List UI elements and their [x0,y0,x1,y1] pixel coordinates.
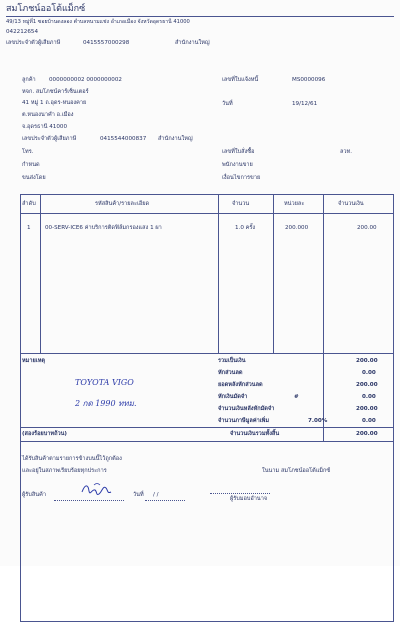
customer-tax-id: 0415544000837 [100,136,147,142]
handwritten-vehicle: TOYOTA VIGO [75,378,134,387]
customer-name: หจก. สมโภชน์คาร์เซ็นเตอร์ [22,89,89,95]
footer-date-label: วันที่ [133,492,144,498]
company-phone: 042212654 [6,29,39,35]
customer-address-2: ต.หนองนาคำ อ.เมือง [22,112,74,118]
total-label-discount: หักส่วนลด [218,370,243,376]
received-note-1: ได้รับสินค้าตามรายการข้างบนนี้ไว้ถูกต้อง [22,456,122,462]
on-behalf-of: ในนาม สมโภชน์ออโต้แม็กซ์ [262,468,331,474]
company-tax-label: เลขประจำตัวผู้เสียภาษี [6,40,61,46]
receiver-signature-line [54,500,124,501]
customer-branch: สำนักงานใหญ่ [158,136,193,142]
company-address: 49/13 หมู่ที่1 ซอยบ้านดงลอง ตำบลหนามแช่ง อำเภอเมือง จังหวัดอุดรธานี 41000 [6,19,190,25]
customer-tax-label: เลขประจำตัวผู้เสียภาษี [22,136,77,142]
total-value-deposit: 0.00 [362,394,376,400]
row-1-description: 00-SERV-ICE6 ค่าบริการติดฟิล์มกรองแสง 1 ผา [45,225,162,231]
receiver-label: ผู้รับสินค้า [22,492,46,498]
col-header-quantity: จำนวน [232,201,250,207]
col-header-amount: จำนวนเงิน [338,201,364,207]
header-divider [6,16,394,17]
date-line [145,500,185,501]
sales-terms-label: เงื่อนไขการขาย [222,175,261,181]
total-value-discount: 0.00 [362,370,376,376]
handwritten-plate: 2 กด 1990 ททม. [75,399,137,408]
total-label-after-discount: ยอดหลังหักส่วนลด [218,382,263,388]
company-name: สมโภชน์ออโต้แม็กซ์ [6,4,86,14]
total-label-vat: จำนวนภาษีมูลค่าเพิ่ม [218,418,270,424]
col-header-no: ลำดับ [22,201,36,207]
doc-number-label: เลขที่ใบแจ้งหนี้ [222,77,259,83]
po-value: ลวท. [340,149,353,155]
total-label-after-deposit: จำนวนเงินหลังหักมัดจำ [218,406,275,412]
total-value-after-discount: 200.00 [356,382,378,388]
footer-divider [20,441,393,442]
row-1-quantity: 1.0 ครั้ง [235,225,256,231]
net-total-value: 200.00 [356,431,378,437]
total-value-after-deposit: 200.00 [356,406,378,412]
customer-address-1: 41 หมู่ 1 ถ.อุดร-หนองคาย [22,100,87,106]
received-note-2: และอยู่ในสภาพเรียบร้อยทุกประการ [22,468,107,474]
net-total-divider [20,427,393,428]
customer-phone-label: โทร. [22,149,34,155]
col-header-unit-price: หน่วยละ [284,201,305,207]
total-label-deposit: หักเงินมัดจำ [218,394,248,400]
authorized-signature-line [210,493,270,494]
footer-date-value: / / [153,492,159,498]
customer-address-3: จ.อุดรธานี 41000 [22,124,68,130]
vat-rate: 7.00% [308,418,328,424]
company-branch: สำนักงานใหญ่ [175,40,210,46]
doc-date-label: วันที่ [222,101,233,107]
payment-due-label: กำหนด [22,162,40,168]
row-1-amount: 200.00 [357,225,377,231]
doc-date: 19/12/61 [292,101,318,107]
col-header-description: รหัสสินค้า/รายละเอียด [95,201,150,207]
authorized-label: ผู้รับมอบอำนาจ [230,496,268,502]
amount-in-words: (สองร้อยบาทถ้วน) [22,431,67,437]
row-1-unit-price: 200.000 [285,225,309,231]
table-header-divider [20,213,393,214]
po-label: เลขที่ใบสั่งซื้อ [222,149,255,155]
deposit-mark: # [294,394,299,400]
row-1-no: 1 [27,225,31,231]
table-body-divider [20,353,393,354]
remarks-label: หมายเหตุ [22,358,46,364]
total-value-subtotal: 200.00 [356,358,378,364]
total-label-subtotal: รวมเป็นเงิน [218,358,246,364]
delivery-label: ขนส่งโดย [22,175,46,181]
customer-code: 0000000002 0000000002 [49,77,122,83]
doc-number: MS0000096 [292,77,326,83]
net-total-label: จำนวนเงินรวมทั้งสิ้น [230,431,280,437]
company-tax-id: 0415557000298 [83,40,130,46]
receiver-signature [80,480,114,500]
total-value-vat: 0.00 [362,418,376,424]
customer-code-label: ลูกค้า [22,77,36,83]
salesperson-label: พนักงานขาย [222,162,253,168]
